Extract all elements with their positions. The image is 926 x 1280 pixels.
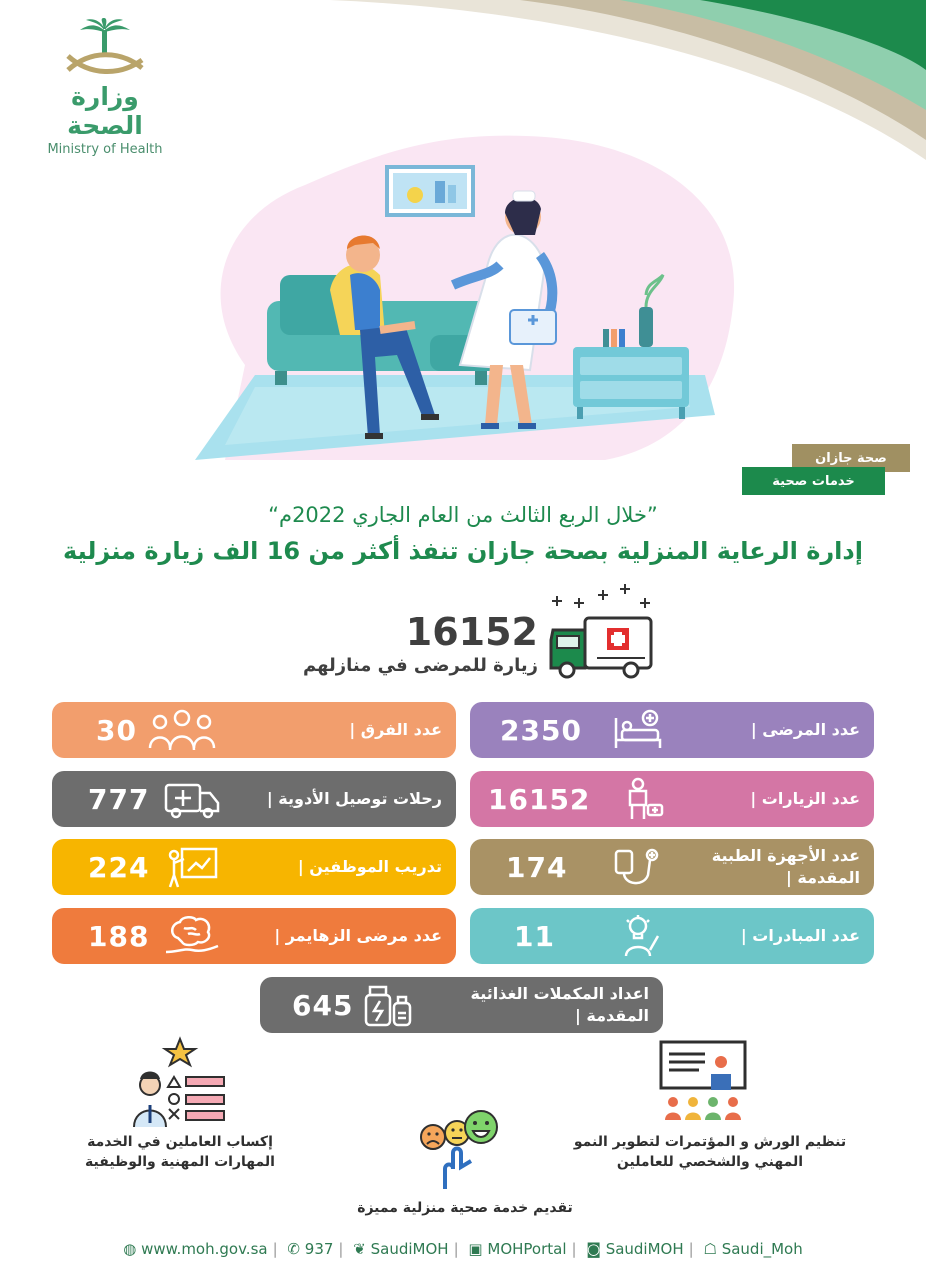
instagram-link[interactable] — [586, 1240, 683, 1258]
stat-label: عدد الفرق | — [349, 720, 442, 740]
youtube-icon: ▣ — [468, 1240, 483, 1258]
footer-separator: | — [571, 1240, 577, 1258]
stat-value: 30 — [96, 713, 137, 747]
blood-pressure-monitor-icon — [610, 845, 666, 889]
logo-arabic-text: وزارة الصحة — [67, 82, 143, 140]
stat-label: اعداد المكملات الغذائية المقدمة | — [470, 984, 649, 1025]
stat-label: رحلات توصيل الأدوية | — [266, 789, 442, 809]
stat-label: عدد الأجهزة الطبية المقدمة | — [711, 846, 860, 887]
stat-card-alzheimer — [52, 908, 456, 964]
stat-value: 16152 — [488, 782, 591, 816]
footer-links — [0, 1240, 926, 1258]
twitter-link[interactable] — [353, 1240, 448, 1258]
footer-separator: | — [453, 1240, 459, 1258]
footer-separator: | — [688, 1240, 694, 1258]
snapchat-text: Saudi_Moh — [721, 1240, 803, 1258]
stat-label: عدد مرضى الزهايمر | — [274, 926, 442, 946]
skills-checklist-icon — [130, 1035, 230, 1130]
stat-label: تدريب الموظفين | — [297, 857, 442, 877]
stat-card-training — [52, 839, 456, 895]
service-caption: تقديم خدمة صحية منزلية مميزة — [357, 1200, 573, 1216]
phone-text: 937 — [304, 1240, 334, 1258]
footer-separator: | — [338, 1240, 344, 1258]
medical-team-icon — [144, 708, 220, 752]
ambulance-van-icon — [545, 578, 657, 680]
globe-icon: ◍ — [123, 1240, 137, 1258]
website-link[interactable] — [123, 1240, 267, 1258]
stat-card-patients — [470, 702, 874, 758]
stat-card-supplements — [260, 977, 663, 1033]
home-visit-illustration — [185, 125, 745, 470]
footer-separator: | — [272, 1240, 278, 1258]
subtitle: ”خلال الربع الثالث من العام الجاري 2022م“ — [268, 503, 658, 527]
region-tag: صحة جازان — [792, 444, 910, 472]
patient-bed-icon — [610, 708, 666, 752]
snapchat-link[interactable] — [703, 1240, 802, 1258]
snapchat-icon: ☖ — [703, 1240, 717, 1258]
twitter-text: SaudiMOH — [370, 1240, 449, 1258]
stat-card-initiatives — [470, 908, 874, 964]
brain-in-hand-icon — [164, 914, 220, 958]
stat-label: عدد المرضى | — [750, 720, 860, 740]
stat-value: 11 — [514, 919, 555, 953]
stat-value: 224 — [88, 850, 150, 884]
workshop-presenter-icon — [655, 1040, 751, 1128]
twitter-icon: ❦ — [353, 1240, 366, 1258]
youtube-text: MOHPortal — [487, 1240, 567, 1258]
instagram-text: SaudiMOH — [605, 1240, 684, 1258]
idea-person-icon — [610, 914, 666, 958]
supplement-bottles-icon — [360, 983, 416, 1027]
stat-label: عدد الزيارات | — [750, 789, 860, 809]
stat-card-teams — [52, 702, 456, 758]
doctor-with-kit-icon — [618, 777, 674, 821]
stat-value: 2350 — [500, 713, 582, 747]
skills-caption: إكساب العاملين في الخدمة المهارات المهنية والوظيفية — [85, 1134, 275, 1171]
stat-card-devices — [470, 839, 874, 895]
stat-value: 777 — [88, 782, 150, 816]
headline: إدارة الرعاية المنزلية بصحة جازان تنفذ أكثر من 16 الف زيارة منزلية — [63, 537, 863, 565]
instagram-icon: ◙ — [586, 1240, 601, 1258]
satisfaction-faces-icon — [415, 1105, 505, 1191]
stat-value: 645 — [292, 988, 354, 1022]
stat-value: 174 — [506, 850, 568, 884]
stat-label: عدد المبادرات | — [740, 926, 860, 946]
hero-stat-label: زيارة للمرضى في منازلهم — [302, 655, 538, 676]
palm-swords-emblem-icon — [50, 18, 160, 80]
category-tag: خدمات صحية — [742, 467, 885, 495]
ministry-logo — [30, 18, 180, 157]
delivery-van-icon — [162, 777, 222, 821]
youtube-link[interactable] — [468, 1240, 566, 1258]
stat-card-visits — [470, 771, 874, 827]
workshops-caption: تنظيم الورش و المؤتمرات لتطوير النمو المهني والشخصي للعاملين — [573, 1134, 847, 1171]
hero-stat-value: 16152 — [405, 610, 538, 654]
website-text: www.moh.gov.sa — [141, 1240, 268, 1258]
phone-icon: ✆ — [287, 1240, 300, 1258]
stat-card-medicine-trips — [52, 771, 456, 827]
phone-link[interactable] — [287, 1240, 333, 1258]
stat-value: 188 — [88, 919, 150, 953]
presentation-training-icon — [164, 845, 220, 889]
logo-english-text: Ministry of Health — [47, 142, 163, 157]
